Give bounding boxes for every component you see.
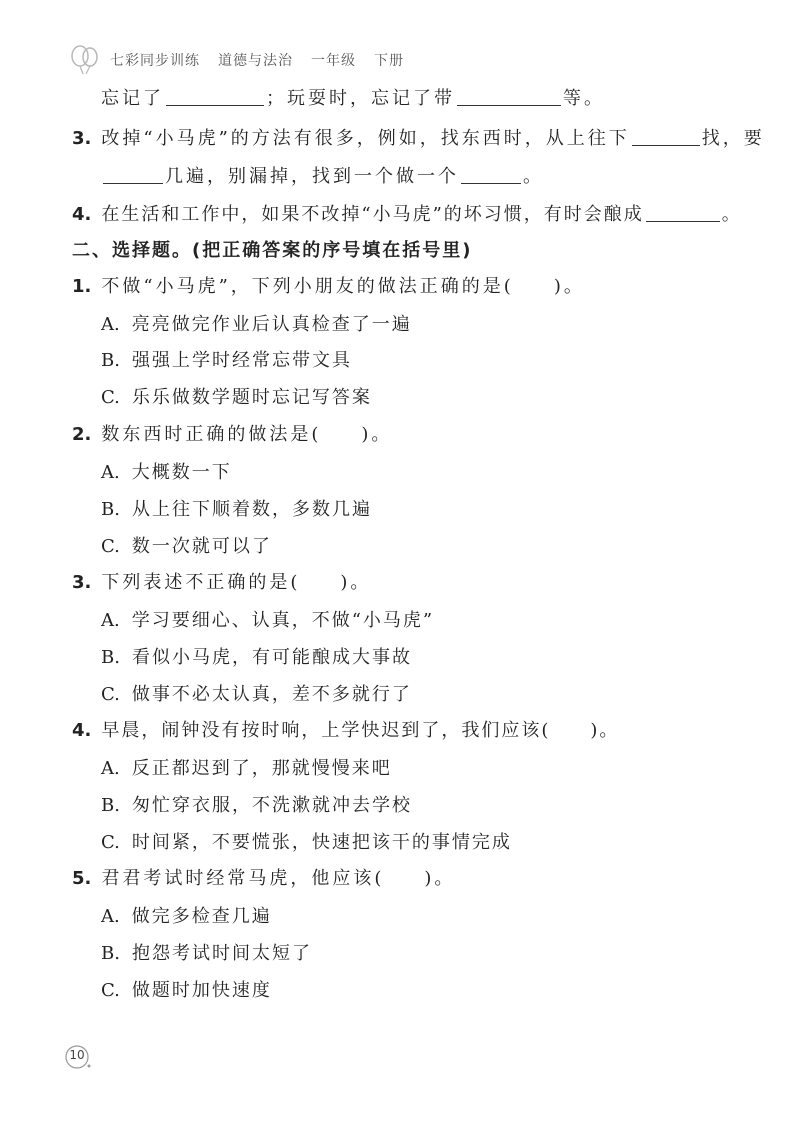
answer-blank[interactable]	[461, 165, 521, 184]
fill-in-question-4: 4. 在生活和工作中，如果不改掉“小马虎”的坏习惯，有时会酿成 。	[72, 204, 742, 225]
fill-in-question-3-cont: 几遍，别漏掉，找到一个做一个 。	[101, 164, 544, 190]
answer-blank[interactable]	[103, 165, 163, 184]
option-1b: B. 强强上学时经常忘带文具	[101, 350, 352, 371]
option-3c: C. 做事不必太认真，差不多就行了	[101, 684, 412, 705]
balloon-logo-icon	[68, 44, 102, 76]
option-4c: C. 时间紧，不要慌张，快速把该干的事情完成	[101, 832, 512, 853]
choice-question-3: 3. 下列表述不正确的是( )。	[72, 572, 372, 593]
fill-in-continuation: 忘记了 ；玩耍时，忘记了带 等。	[101, 88, 605, 109]
option-2b: B. 从上往下顺着数，多数几遍	[101, 499, 372, 520]
option-1a: A. 亮亮做完作业后认真检查了一遍	[101, 314, 412, 335]
option-2c: C. 数一次就可以了	[101, 536, 272, 557]
option-1c: C. 乐乐做数学题时忘记写答案	[101, 387, 372, 408]
answer-blank[interactable]	[632, 127, 700, 146]
answer-blank[interactable]	[646, 203, 720, 222]
option-2a: A. 大概数一下	[101, 462, 232, 483]
option-3a: A. 学习要细心、认真，不做“小马虎”	[101, 610, 435, 631]
header-series: 七彩同步训练	[110, 53, 200, 69]
fill-in-question-3: 3. 改掉“小马虎”的方法有很多，例如，找东西时，从上往下 找，要	[72, 128, 765, 149]
option-5a: A. 做完多检查几遍	[101, 906, 272, 927]
header-subject: 道德与法治	[218, 53, 293, 69]
answer-blank[interactable]	[166, 87, 264, 106]
choice-question-4: 4. 早晨，闹钟没有按时响，上学快迟到了，我们应该( )。	[72, 720, 620, 741]
choice-question-5: 5. 君君考试时经常马虎，他应该( )。	[72, 868, 456, 889]
option-5b: B. 抱怨考试时间太短了	[101, 943, 312, 964]
page-header	[68, 44, 404, 76]
choice-question-1: 1. 不做“小马虎”，下列小朋友的做法正确的是( )。	[72, 276, 585, 297]
answer-blank[interactable]	[457, 87, 561, 106]
header-term: 下册	[374, 53, 404, 69]
option-3b: B. 看似小马虎，有可能酿成大事故	[101, 647, 412, 668]
option-4a: A. 反正都迟到了，那就慢慢来吧	[101, 758, 392, 779]
header-grade: 一年级	[311, 53, 356, 69]
choice-question-2: 2. 数东西时正确的做法是( )。	[72, 424, 393, 445]
page-number: 10	[69, 1048, 85, 1062]
option-5c: C. 做题时加快速度	[101, 980, 272, 1001]
section-title: 二、选择题。(把正确答案的序号填在括号里)	[72, 240, 473, 261]
option-4b: B. 匆忙穿衣服，不洗漱就冲去学校	[101, 795, 412, 816]
